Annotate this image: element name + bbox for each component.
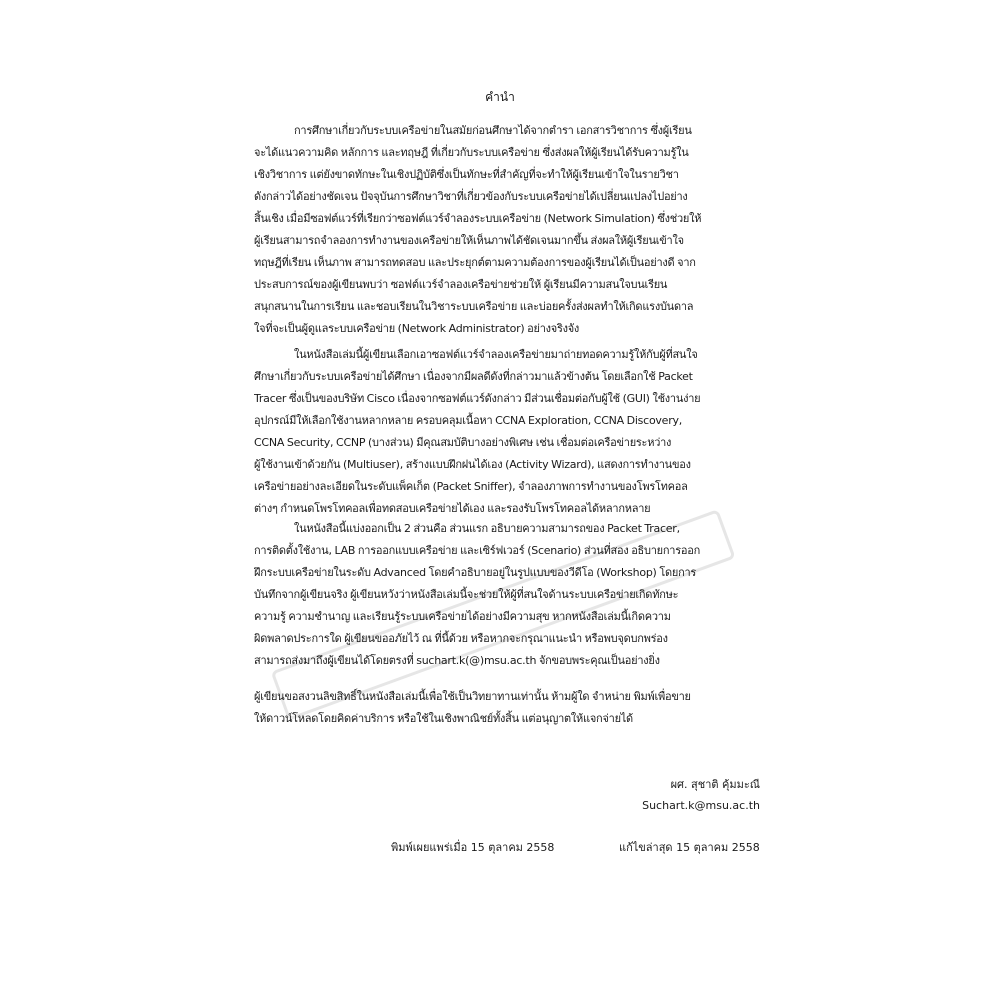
paragraph-line: ผู้เรียนสามารถจำลองการทำงานของเครือข่ายให้เห็นภาพได้ชัดเจนมากขึ้น ส่งผลให้ผู้เรียนเข้าใจ xyxy=(254,234,684,247)
paragraph-line: การติดตั้งใช้งาน, LAB การออกแบบเครือข่าย และเซิร์ฟเวอร์ (Scenario) ส่วนที่สอง อธิบายการออก xyxy=(254,544,700,557)
paragraph-line: CCNA Security, CCNP (บางส่วน) มีคุณสมบัติบางอย่างพิเศษ เช่น เชื่อมต่อเครือข่ายระหว่าง xyxy=(254,436,672,449)
paragraph-line: ต่างๆ กำหนดโพรโทคอลเพื่อทดสอบเครือข่ายได้เอง และรองรับโพรโทคอลได้หลากหลาย xyxy=(254,502,651,515)
author-email: Suchart.k@msu.ac.th xyxy=(642,799,760,812)
paragraph-line: จะได้แนวความคิด หลักการ และทฤษฎี ที่เกี่ยวกับระบบเครือข่าย ซึ่งส่งผลให้ผู้เรียนได้รับความรู้ใน xyxy=(254,146,689,159)
copyright-notice xyxy=(254,686,754,730)
paragraph-3 xyxy=(254,518,754,672)
paragraph-line: ทฤษฎีที่เรียน เห็นภาพ สามารถทดสอบ และประยุกต์ตามความต้องการของผู้เรียนได้เป็นอย่างดี จาก xyxy=(254,256,696,269)
paragraph-line: ดังกล่าวได้อย่างชัดเจน ปัจจุบันการศึกษาวิชาที่เกี่ยวข้องกับระบบเครือข่ายได้เปลี่ยนแปลงไปอย่าง xyxy=(254,190,688,203)
paragraph-1 xyxy=(254,120,754,318)
paragraph-line: ความรู้ ความชำนาญ และเรียนรู้ระบบเครือข่ายได้อย่างมีความสุข หากหนังสือเล่มนี้เกิดความ xyxy=(254,610,671,623)
paragraph-line: บันทึกจากผู้เขียนจริง ผู้เขียนหวังว่าหนังสือเล่มนี้จะช่วยให้ผู้ที่สนใจด้านระบบเครือข่ายเกิดทักษะ xyxy=(254,588,679,601)
paragraph-line: ประสบการณ์ของผู้เขียนพบว่า ซอฟต์แวร์จำลองเครือข่ายช่วยให้ ผู้เรียนมีความสนใจบนเรียน xyxy=(254,278,668,291)
published-date: พิมพ์เผยแพร่เมื่อ 15 ตุลาคม 2558 xyxy=(391,841,555,854)
paragraph-1-tail xyxy=(254,318,754,340)
publication-dates xyxy=(391,837,760,859)
paragraph-line: สามารถส่งมาถึงผู้เขียนได้โดยตรงที่ suchart.k(@)msu.ac.th จักขอบพระคุณเป็นอย่างยิ่ง xyxy=(254,654,660,667)
paragraph-line: ผิดพลาดประการใด ผู้เขียนขออภัยไว้ ณ ที่นี้ด้วย หรือหากจะกรุณาแนะนำ หรือพบจุดบกพร่อง xyxy=(254,632,668,645)
paragraph-line: ผู้ใช้งานเข้าด้วยกัน (Multiuser), สร้างแบบฝึกฝนได้เอง (Activity Wizard), แสดงการทำงานของ xyxy=(254,458,691,471)
paragraph-line: อุปกรณ์มีให้เลือกใช้งานหลากหลาย ครอบคลุมเนื้อหา CCNA Exploration, CCNA Discovery, xyxy=(254,414,682,427)
page-title: คำนำ xyxy=(485,90,515,104)
paragraph-line: Tracer ซึ่งเป็นของบริษัท Cisco เนื่องจากซอฟต์แวร์ดังกล่าว มีส่วนเชื่อมต่อกับผู้ใช้ (GUI) ใช้งานง่าย xyxy=(254,392,701,405)
paragraph-line: เชิงวิชาการ แต่ยังขาดทักษะในเชิงปฏิบัติซึ่งเป็นทักษะที่สำคัญที่จะทำให้ผู้เรียนเข้าใจในรายวิชา xyxy=(254,168,679,181)
paragraph-line: เครือข่ายอย่างละเอียดในระดับแพ็คเก็ต (Packet Sniffer), จำลองภาพการทำงานของโพรโทคอล xyxy=(254,480,688,493)
paragraph-line: ในหนังสือนี้แบ่งออกเป็น 2 ส่วนคือ ส่วนแรก อธิบายความสามารถของ Packet Tracer, xyxy=(294,522,680,535)
paragraph-line: ผู้เขียนขอสงวนลิขสิทธิ์ในหนังสือเล่มนี้เพื่อใช้เป็นวิทยาทานเท่านั้น ห้ามผู้ใด จำหน่าย พิมพ์เพื่อขาย xyxy=(254,690,691,703)
paragraph-line: ให้ดาวน์โหลดโดยคิดค่าบริการ หรือใช้ในเชิงพาณิชย์ทั้งสิ้น แต่อนุญาตให้แจกจ่ายได้ xyxy=(254,712,633,725)
paragraph-2 xyxy=(254,344,754,520)
author-name: ผศ. สุชาติ คุ้มมะณี xyxy=(670,778,760,791)
paragraph-line: สิ้นเชิง เมื่อมีซอฟต์แวร์ที่เรียกว่าซอฟต์แวร์จำลองระบบเครือข่าย (Network Simulation) ซึ่งช่วยให้ xyxy=(254,212,702,225)
revised-date: แก้ไขล่าสุด 15 ตุลาคม 2558 xyxy=(619,841,760,854)
paragraph-line: ในหนังสือเล่มนี้ผู้เขียนเลือกเอาซอฟต์แวร์จำลองเครือข่ายมาถ่ายทอดความรู้ให้กับผู้ที่สนใจ xyxy=(294,348,698,361)
paragraph-line: การศึกษาเกี่ยวกับระบบเครือข่ายในสมัยก่อนศึกษาได้จากตำรา เอกสารวิชาการ ซึ่งผู้เรียน xyxy=(294,124,692,137)
paragraph-line: สนุกสนานในการเรียน และชอบเรียนในวิชาระบบเครือข่าย และบ่อยครั้งส่งผลทำให้เกิดแรงบันดาล xyxy=(254,300,694,313)
paragraph-line: ศึกษาเกี่ยวกับระบบเครือข่ายได้ศึกษา เนื่องจากมีผลดีดังที่กล่าวมาแล้วข้างต้น โดยเลือกใช้ Packet xyxy=(254,370,693,383)
paragraph-line: ใจที่จะเป็นผู้ดูแลระบบเครือข่าย (Network Administrator) อย่างจริงจัง xyxy=(254,322,580,335)
paragraph-line: ฝึกระบบเครือข่ายในระดับ Advanced โดยคำอธิบายอยู่ในรูปแบบของวีดีโอ (Workshop) โดยการ xyxy=(254,566,697,579)
